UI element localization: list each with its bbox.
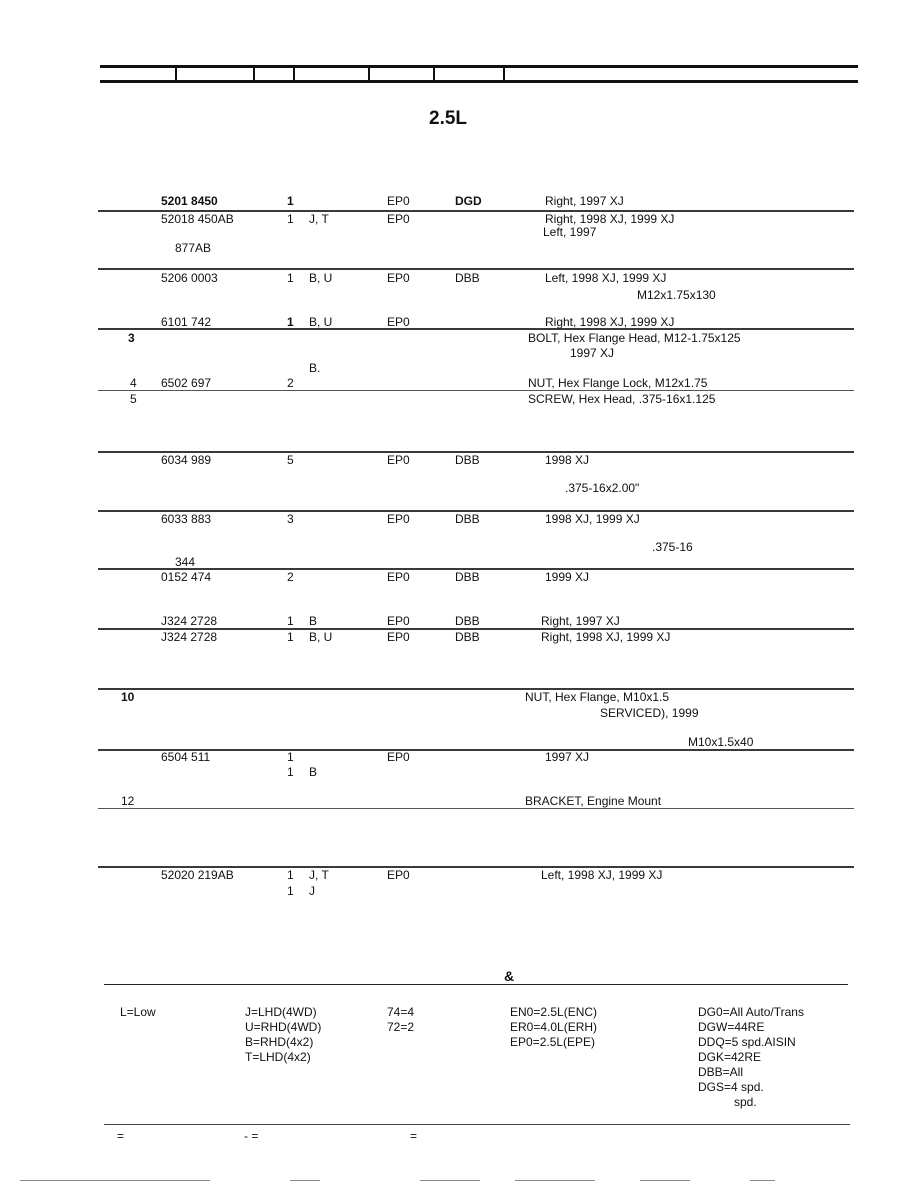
- scan-artifact: [640, 1180, 690, 1181]
- description: M10x1.5x40: [688, 735, 754, 749]
- legend-item: B=RHD(4x2): [245, 1035, 314, 1049]
- part-number: J324 2728: [161, 630, 218, 644]
- row-separator: [98, 688, 854, 690]
- trans-code: DBB: [455, 630, 480, 644]
- part-number: 6034 989: [161, 453, 212, 467]
- description: BOLT, Hex Flange Head, M12-1.75x125: [528, 331, 741, 345]
- trans-code: DBB: [455, 453, 480, 467]
- engine-code: EP0: [387, 868, 410, 882]
- legend-item: L=Low: [120, 1005, 156, 1019]
- legend-item: DG0=All Auto/Trans: [698, 1005, 804, 1019]
- sales-code: J: [309, 884, 315, 898]
- quantity: 1: [287, 315, 294, 329]
- engine-code: EP0: [387, 212, 410, 226]
- scan-artifact: [20, 1180, 210, 1181]
- engine-code: EP0: [387, 512, 410, 526]
- legend-item: DGK=42RE: [698, 1050, 762, 1064]
- description: NUT, Hex Flange, M10x1.5: [525, 690, 670, 704]
- description: .375-16: [652, 540, 693, 554]
- description: SCREW, Hex Head, .375-16x1.125: [528, 392, 716, 406]
- legend-ampersand: &: [504, 968, 515, 984]
- scan-artifact: [290, 1180, 320, 1181]
- item-number: 3: [128, 331, 135, 345]
- footer-rule: [104, 1124, 850, 1125]
- legend-item: U=RHD(4WD): [245, 1020, 322, 1034]
- page-title: 2.5L: [429, 108, 468, 129]
- engine-code: EP0: [387, 315, 410, 329]
- legend-item: DDQ=5 spd.AISIN: [698, 1035, 796, 1049]
- part-number: J324 2728: [161, 614, 218, 628]
- header-divider: [293, 66, 295, 81]
- quantity: 3: [287, 512, 294, 526]
- engine-code: EP0: [387, 750, 410, 764]
- description: 1998 XJ: [545, 453, 590, 467]
- trans-code: DBB: [455, 271, 480, 285]
- legend-item: ER0=4.0L(ERH): [510, 1020, 598, 1034]
- header-divider: [175, 66, 177, 81]
- quantity: 1: [287, 868, 294, 882]
- legend-item: 72=2: [387, 1020, 415, 1034]
- legend-item: DGW=44RE: [698, 1020, 765, 1034]
- description: BRACKET, Engine Mount: [525, 794, 662, 808]
- quantity: 1: [287, 194, 294, 208]
- quantity: 1: [287, 884, 294, 898]
- quantity: 1: [287, 212, 294, 226]
- header-rule-top: [100, 65, 858, 68]
- trans-code: DBB: [455, 570, 480, 584]
- part-number: 6033 883: [161, 512, 212, 526]
- description: Right, 1998 XJ, 1999 XJ: [541, 630, 671, 644]
- row-separator: [98, 268, 854, 270]
- quantity: 1: [287, 750, 294, 764]
- row-separator: [98, 328, 854, 330]
- description: Right, 1997 XJ: [541, 614, 620, 628]
- quantity: 5: [287, 453, 294, 467]
- legend-item: 74=4: [387, 1005, 415, 1019]
- scan-artifact: [420, 1180, 480, 1181]
- trans-code: DBB: [455, 614, 480, 628]
- part-number: 0152 474: [161, 570, 212, 584]
- part-number: 5201 8450: [161, 194, 218, 208]
- description: NUT, Hex Flange Lock, M12x1.75: [528, 376, 708, 390]
- description: 1998 XJ, 1999 XJ: [545, 512, 640, 526]
- item-number: 12: [121, 794, 135, 808]
- part-number: 6101 742: [161, 315, 212, 329]
- legend-rule: [104, 984, 848, 985]
- description: Left, 1997: [543, 225, 597, 239]
- header-divider: [253, 66, 255, 81]
- legend-item: EN0=2.5L(ENC): [510, 1005, 598, 1019]
- part-number: 52018 450AB: [161, 212, 234, 226]
- description: 1997 XJ: [545, 750, 590, 764]
- item-number: 4: [130, 376, 137, 390]
- item-number: 5: [130, 392, 137, 406]
- part-number: 5206 0003: [161, 271, 218, 285]
- description: 1997 XJ: [570, 346, 615, 360]
- legend-item: spd.: [734, 1095, 757, 1109]
- row-separator: [98, 808, 854, 809]
- engine-code: EP0: [387, 271, 410, 285]
- scan-artifact: [515, 1180, 595, 1181]
- description: Left, 1998 XJ, 1999 XJ: [545, 271, 667, 285]
- quantity: 1: [287, 630, 294, 644]
- legend-item: EP0=2.5L(EPE): [510, 1035, 596, 1049]
- engine-code: EP0: [387, 194, 410, 208]
- row-separator: [98, 390, 854, 391]
- item-number: 10: [121, 690, 135, 704]
- description: Right, 1997 XJ: [545, 194, 624, 208]
- description: .375-16x2.00": [565, 481, 640, 495]
- header-rule-bottom: [100, 80, 858, 83]
- part-number: 344: [175, 555, 196, 569]
- quantity: 1: [287, 765, 294, 779]
- sales-code: B: [309, 614, 318, 628]
- quantity: 2: [287, 570, 294, 584]
- header-divider: [503, 66, 505, 81]
- part-number: 6504 511: [161, 750, 211, 764]
- scan-artifact: [750, 1180, 775, 1181]
- sales-code: B.: [309, 361, 321, 375]
- part-number: 877AB: [175, 241, 212, 255]
- description: Right, 1998 XJ, 1999 XJ: [545, 315, 675, 329]
- footer-equals: - =: [244, 1129, 259, 1143]
- engine-code: EP0: [387, 453, 410, 467]
- description: M12x1.75x130: [637, 288, 716, 302]
- footer-equals: =: [117, 1129, 125, 1143]
- sales-code: J, T: [309, 212, 329, 226]
- sales-code: B, U: [309, 315, 333, 329]
- sales-code: B: [309, 765, 318, 779]
- description: Left, 1998 XJ, 1999 XJ: [541, 868, 663, 882]
- legend-item: DBB=All: [698, 1065, 744, 1079]
- header-divider: [433, 66, 435, 81]
- header-divider: [368, 66, 370, 81]
- engine-code: EP0: [387, 630, 410, 644]
- part-number: 52020 219AB: [161, 868, 234, 882]
- row-separator: [98, 749, 854, 751]
- part-number: 6502 697: [161, 376, 212, 390]
- quantity: 2: [287, 376, 294, 390]
- sales-code: J, T: [309, 868, 329, 882]
- legend-item: DGS=4 spd.: [698, 1080, 764, 1094]
- legend-item: J=LHD(4WD): [245, 1005, 317, 1019]
- legend-item: T=LHD(4x2): [245, 1050, 311, 1064]
- quantity: 1: [287, 271, 294, 285]
- description: Right, 1998 XJ, 1999 XJ: [545, 212, 675, 226]
- footer-equals: =: [410, 1129, 418, 1143]
- description: SERVICED), 1999: [600, 706, 699, 720]
- quantity: 1: [287, 614, 294, 628]
- sales-code: B, U: [309, 271, 333, 285]
- engine-code: EP0: [387, 570, 410, 584]
- trans-code: DBB: [455, 512, 480, 526]
- description: 1999 XJ: [545, 570, 590, 584]
- engine-code: EP0: [387, 614, 410, 628]
- sales-code: B, U: [309, 630, 333, 644]
- trans-code: DGD: [455, 194, 482, 208]
